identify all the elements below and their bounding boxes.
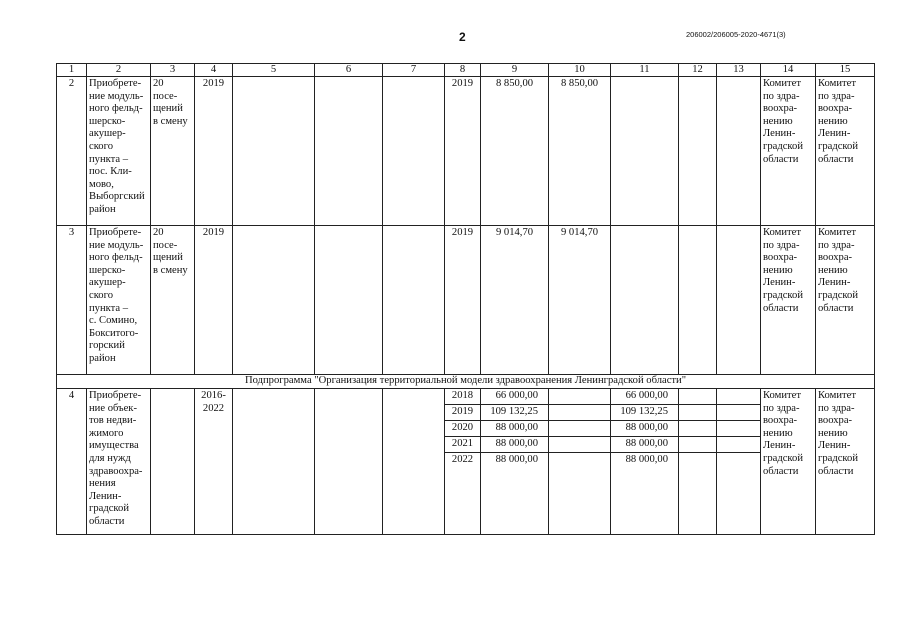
- header-cell: 8: [445, 64, 481, 77]
- total-amount: 88 000,00: [495, 454, 538, 465]
- header-cell: 9: [481, 64, 549, 77]
- empty-cell: [679, 226, 717, 375]
- header-cell: 1: [57, 64, 87, 77]
- header-cell: 12: [679, 64, 717, 77]
- page-number: 2: [459, 30, 466, 44]
- subprogram-title: Подпрограмма "Организация территориальной модели здравоохранения Ленинградской области": [57, 375, 875, 389]
- empty-line: [679, 437, 716, 453]
- empty-cell: [315, 77, 383, 226]
- col12-stack: [679, 389, 717, 535]
- year: 2022: [451, 454, 474, 465]
- period: 2019: [195, 77, 233, 226]
- regional-amount: 8 850,00: [549, 77, 611, 226]
- header-cell: 2: [87, 64, 151, 77]
- total-amount: 88 000,00: [481, 421, 548, 437]
- customer: Комитет по здра- воохра- нению Ленин- градской области: [761, 389, 816, 535]
- table-row: [57, 77, 875, 226]
- period: 2016- 2022: [195, 389, 233, 535]
- total-amount: 88 000,00: [481, 437, 548, 453]
- empty-line: [679, 405, 716, 421]
- federal-amount: 88 000,00: [611, 421, 678, 437]
- total-amount: 66 000,00: [481, 389, 548, 405]
- investment-table: [56, 63, 875, 535]
- empty-cell: [717, 77, 761, 226]
- total-amount: 8 850,00: [481, 77, 549, 226]
- header-cell: 11: [611, 64, 679, 77]
- table-row: [57, 389, 875, 535]
- header-cell: 5: [233, 64, 315, 77]
- empty-cell: [383, 77, 445, 226]
- empty-line: [717, 421, 760, 437]
- table-row: [57, 226, 875, 375]
- header-cell: 7: [383, 64, 445, 77]
- row-number: 4: [57, 389, 87, 535]
- header-row: [57, 64, 875, 77]
- year: 2019: [445, 226, 481, 375]
- header-cell: 13: [717, 64, 761, 77]
- capacity: 20 посе- щений в смену: [151, 226, 195, 375]
- empty-cell: [611, 77, 679, 226]
- empty-cell: [383, 226, 445, 375]
- row-number: 2: [57, 77, 87, 226]
- object-name: Приобрете- ние модуль- ного фельд- шерско- акушер- ского пункта – пос. Кли- мово, Выборгский район: [87, 77, 151, 226]
- empty-cell: [383, 389, 445, 535]
- object-name: Приобрете- ние объек- тов недви- жимого имущества для нужд здравоохра- нения Ленин- градской области: [87, 389, 151, 535]
- year: 2018: [445, 389, 480, 405]
- empty-cell: [315, 389, 383, 535]
- empty-cell: [315, 226, 383, 375]
- customer: Комитет по здра- воохра- нению Ленин- градской области: [761, 226, 816, 375]
- total-amount: 9 014,70: [481, 226, 549, 375]
- empty-cell: [233, 389, 315, 535]
- federal-amount: 88 000,00: [625, 454, 668, 465]
- federal-amount: 109 132,25: [611, 405, 678, 421]
- header-cell: 3: [151, 64, 195, 77]
- federal-amount: 88 000,00: [611, 437, 678, 453]
- empty-cell: [151, 389, 195, 535]
- header-cell: 6: [315, 64, 383, 77]
- year: 2019: [445, 77, 481, 226]
- row-number: 3: [57, 226, 87, 375]
- document-id: 206002/206005-2020-4671(3): [686, 30, 786, 39]
- federal-amount: 66 000,00: [611, 389, 678, 405]
- totals-stack: [481, 389, 549, 535]
- header-cell: 14: [761, 64, 816, 77]
- customer: Комитет по здра- воохра- нению Ленин- градской области: [761, 77, 816, 226]
- regional-amount: 9 014,70: [549, 226, 611, 375]
- object-name: Приобрете- ние модуль- ного фельд- шерско- акушер- ского пункта – с. Сомино, Бокситого- горский район: [87, 226, 151, 375]
- col13-stack: [717, 389, 761, 535]
- empty-cell: [233, 226, 315, 375]
- years-stack: [445, 389, 481, 535]
- empty-line: [549, 389, 610, 405]
- empty-line: [549, 421, 610, 437]
- regional-stack: [549, 389, 611, 535]
- year: 2019: [445, 405, 480, 421]
- empty-line: [717, 389, 760, 405]
- empty-cell: [679, 77, 717, 226]
- empty-cell: [717, 226, 761, 375]
- empty-line: [549, 405, 610, 421]
- header-cell: 4: [195, 64, 233, 77]
- federal-stack: [611, 389, 679, 535]
- period: 2019: [195, 226, 233, 375]
- header-cell: 10: [549, 64, 611, 77]
- empty-cell: [233, 77, 315, 226]
- capacity: 20 посе- щений в смену: [151, 77, 195, 226]
- empty-line: [717, 437, 760, 453]
- executor: Комитет по здра- воохра- нению Ленин- градской области: [816, 389, 875, 535]
- empty-line: [549, 437, 610, 453]
- executor: Комитет по здра- воохра- нению Ленин- градской области: [816, 226, 875, 375]
- empty-line: [717, 405, 760, 421]
- empty-line: [679, 389, 716, 405]
- year: 2020: [445, 421, 480, 437]
- header-cell: 15: [816, 64, 875, 77]
- empty-line: [679, 421, 716, 437]
- total-amount: 109 132,25: [481, 405, 548, 421]
- empty-cell: [611, 226, 679, 375]
- executor: Комитет по здра- воохра- нению Ленин- градской области: [816, 77, 875, 226]
- year: 2021: [445, 437, 480, 453]
- subprogram-row: [57, 375, 875, 389]
